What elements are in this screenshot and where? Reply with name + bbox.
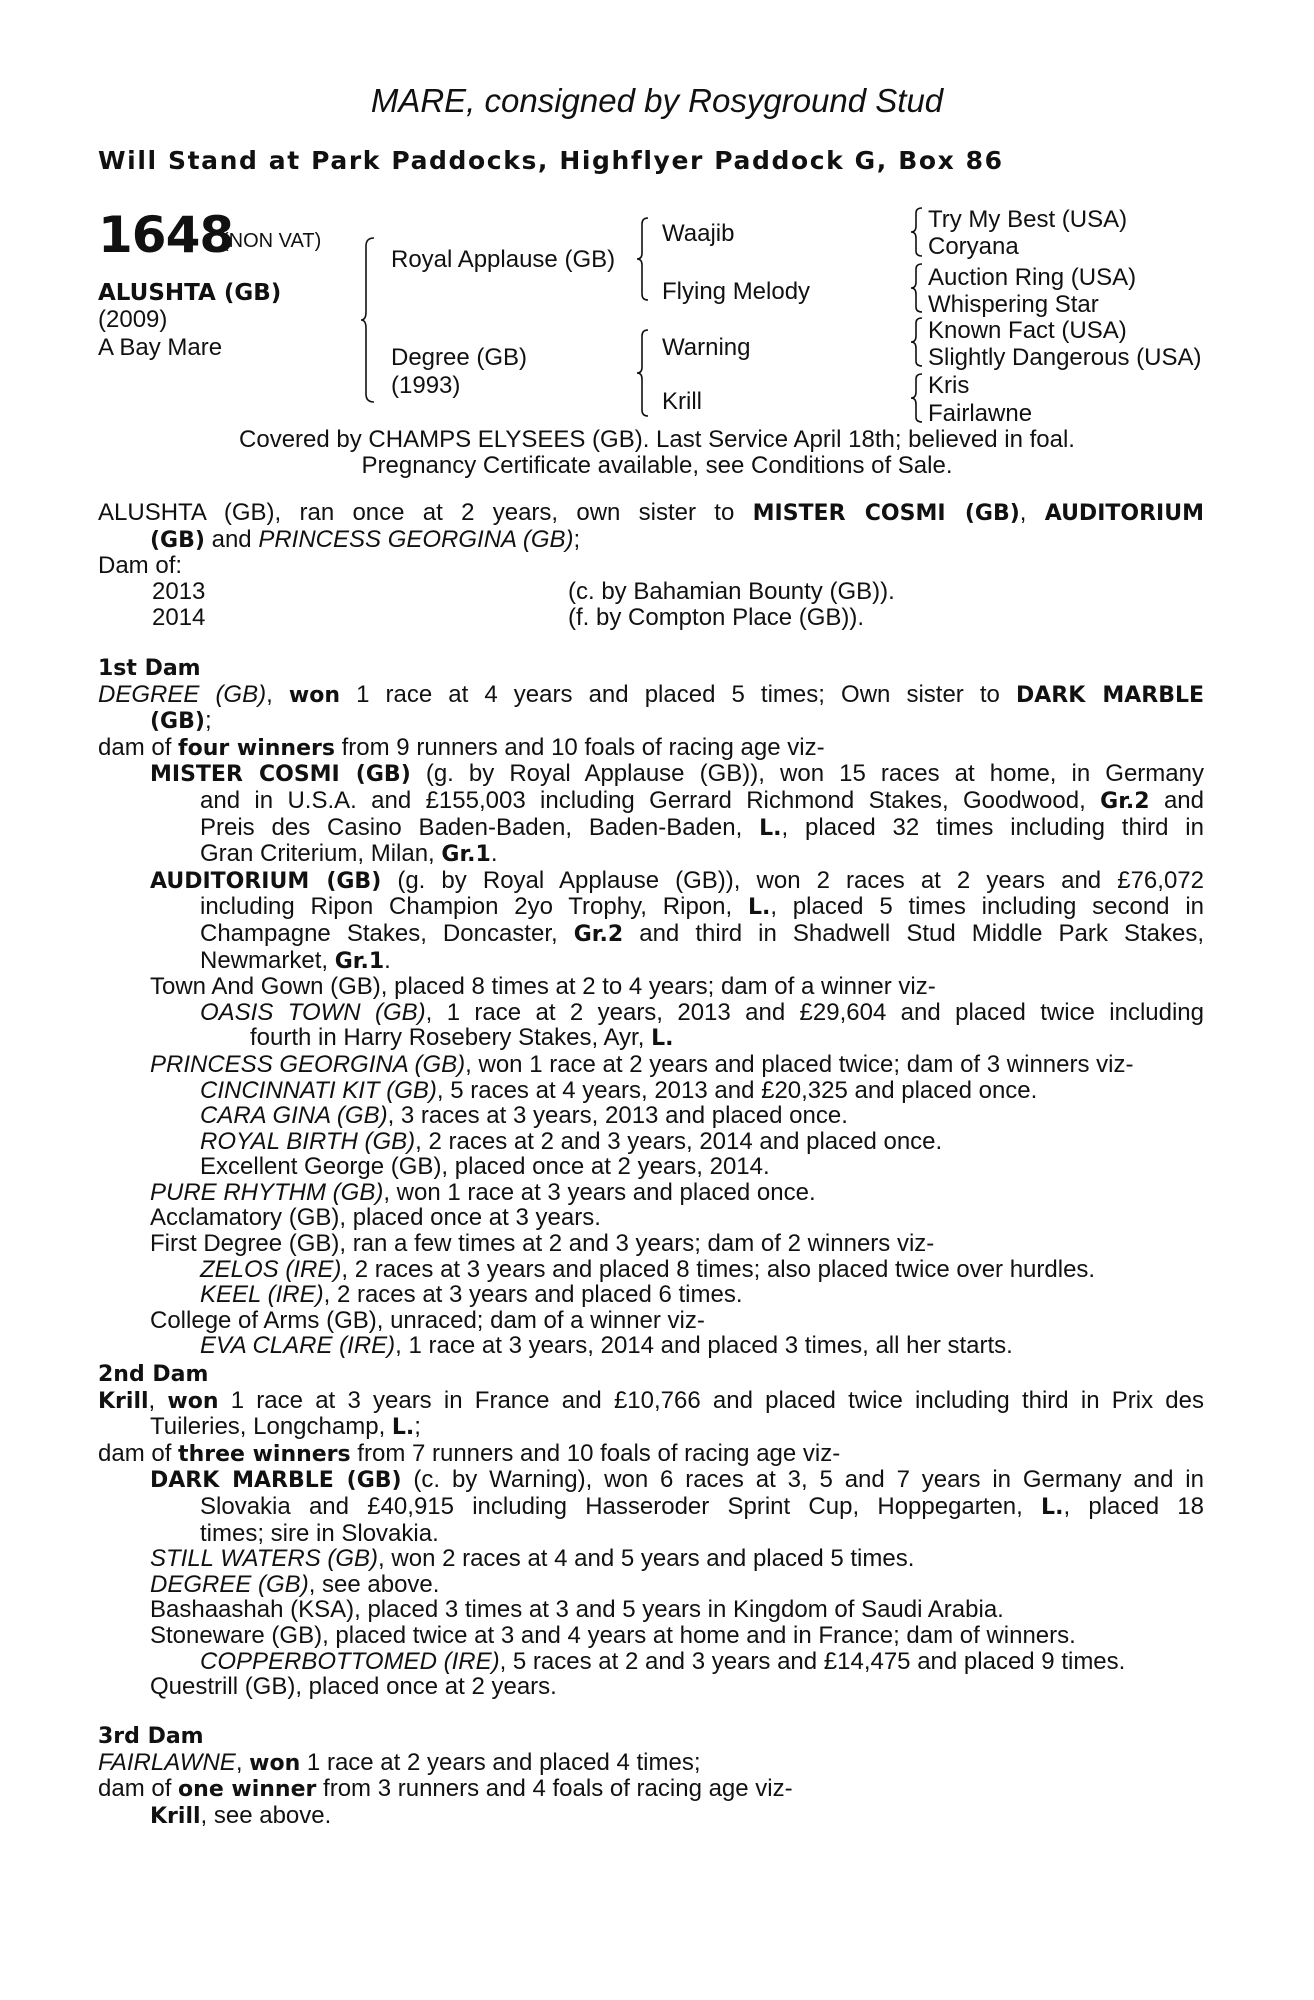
pedigree-brace-icon — [360, 236, 376, 404]
first-dam-heading: 1st Dam — [98, 656, 201, 681]
pedigree-dam: Degree (GB) — [391, 344, 528, 371]
produce-line: Gran Criterium, Milan, Gr.1. — [200, 840, 498, 868]
pedigree-dds: Kris — [928, 372, 970, 399]
produce-line: ZELOS (IRE), 2 races at 3 years and placed 8 times; also placed twice over hurdles. — [200, 1255, 1096, 1283]
stand-location: Will Stand at Park Paddocks, Highflyer Paddock G, Box 86 — [98, 146, 1004, 175]
intro-line: ALUSHTA (GB), ran once at 2 years, own sister to MISTER COSMI (GB), AUDITORIUM — [98, 499, 1204, 526]
dam-line: Tuileries, Longchamp, L.; — [150, 1413, 421, 1441]
produce-line: and in U.S.A. and £155,003 including Gerrard Richmond Stakes, Goodwood, Gr.2 and — [200, 786, 1204, 814]
intro-section — [98, 500, 1204, 579]
produce-line: OASIS TOWN (GB), 1 race at 2 years, 2013 and £29,604 and placed twice including — [200, 998, 1204, 1026]
pedigree-dss: Known Fact (USA) — [928, 317, 1127, 344]
consignment-header: MARE, consigned by Rosyground Stud — [370, 82, 944, 119]
brace-icon — [910, 206, 924, 258]
produce-line: AUDITORIUM (GB) (g. by Royal Applause (GB)), won 2 races at 2 years and £76,072 — [150, 866, 1204, 894]
intro-line: (GB) and PRINCESS GEORGINA (GB); — [150, 525, 581, 553]
dam-line: Krill, won 1 race at 3 years in France and £10,766 and placed twice including third in Prix des — [98, 1386, 1205, 1414]
produce-line: PRINCESS GEORGINA (GB), won 1 race at 2 years and placed twice; dam of 3 winners viz- — [150, 1050, 1134, 1078]
first-dam-section — [98, 656, 1204, 1359]
sire-line-brace-icon — [636, 216, 650, 302]
produce-line: ROYAL BIRTH (GB), 2 races at 2 and 3 years, 2014 and placed once. — [200, 1127, 943, 1155]
produce-line: fourth in Harry Rosebery Stakes, Ayr, L. — [250, 1024, 674, 1052]
produce-line: MISTER COSMI (GB) (g. by Royal Applause (GB)), won 15 races at home, in Germany — [150, 760, 1204, 788]
produce-line: DARK MARBLE (GB) (c. by Warning), won 6 races at 3, 5 and 7 years in Germany and in — [150, 1466, 1204, 1494]
foaling-year: (2009) — [98, 306, 168, 333]
third-dam-heading: 3rd Dam — [98, 1724, 204, 1749]
dam-line-brace-icon — [636, 328, 650, 418]
produce-details: (f. by Compton Place (GB)). — [568, 604, 865, 631]
produce-line: Krill, see above. — [150, 1801, 332, 1829]
dam-line: dam of one winner from 3 runners and 4 foals of racing age viz- — [98, 1775, 793, 1803]
horse-name: ALUSHTA (GB) — [98, 280, 282, 306]
produce-line: CINCINNATI KIT (GB), 5 races at 4 years, 2013 and £20,325 and placed once. — [200, 1076, 1038, 1104]
brace-icon — [910, 372, 924, 424]
pedigree-ssd: Coryana — [928, 233, 1019, 260]
produce-line: Excellent George (GB), placed once at 2 years, 2014. — [200, 1153, 770, 1181]
produce-line: Bashaashah (KSA), placed 3 times at 3 and 5 years in Kingdom of Saudi Arabia. — [150, 1596, 1004, 1624]
produce-line: Newmarket, Gr.1. — [200, 946, 391, 974]
produce-line: times; sire in Slovakia. — [200, 1519, 439, 1547]
produce-line: First Degree (GB), ran a few times at 2 and 3 years; dam of 2 winners viz- — [150, 1230, 935, 1258]
pedigree-dam-sire: Warning — [662, 334, 751, 361]
produce-line: Town And Gown (GB), placed 8 times at 2 to 4 years; dam of a winner viz- — [150, 973, 936, 1001]
produce-line: COPPERBOTTOMED (IRE), 5 races at 2 and 3 years and £14,475 and placed 9 times. — [200, 1647, 1126, 1675]
covered-note: Covered by CHAMPS ELYSEES (GB). Last Service April 18th; believed in foal. — [239, 426, 1075, 453]
produce-line: College of Arms (GB), unraced; dam of a winner viz- — [150, 1306, 705, 1334]
dam-line: dam of three winners from 7 runners and 10 foals of racing age viz- — [98, 1439, 841, 1467]
produce-line: CARA GINA (GB), 3 races at 3 years, 2013 and placed once. — [200, 1102, 848, 1130]
pedigree-sss: Try My Best (USA) — [928, 206, 1128, 233]
dam-line: DEGREE (GB), won 1 race at 4 years and placed 5 times; Own sister to DARK MARBLE — [98, 680, 1205, 708]
pedigree-sdd: Whispering Star — [928, 291, 1099, 318]
produce-year: 2014 — [152, 604, 206, 631]
produce-line: including Ripon Champion 2yo Trophy, Ripon, L., placed 5 times including second in — [200, 893, 1205, 921]
produce-line: EVA CLARE (IRE), 1 race at 3 years, 2014 and placed 3 times, all her starts. — [200, 1332, 1013, 1360]
second-dam-section — [98, 1362, 1204, 1700]
vat-status: (NON VAT) — [222, 230, 322, 252]
dam-of-label: Dam of: — [98, 552, 183, 580]
produce-line: DEGREE (GB), see above. — [150, 1570, 440, 1598]
brace-icon — [910, 316, 924, 368]
pedigree-sire-dam: Flying Melody — [662, 278, 811, 305]
produce-line: STILL WATERS (GB), won 2 races at 4 and 5 years and placed 5 times. — [150, 1545, 915, 1573]
produce-line: Slovakia and £40,915 including Hasseroder Sprint Cup, Hoppegarten, L., placed 18 — [200, 1492, 1204, 1520]
produce-line: Questrill (GB), placed once at 2 years. — [150, 1673, 557, 1701]
brace-icon — [910, 262, 924, 314]
pedigree-dam-dam: Krill — [662, 388, 702, 415]
produce-line: PURE RHYTHM (GB), won 1 race at 3 years and placed once. — [150, 1178, 816, 1206]
dam-line: (GB); — [150, 707, 212, 735]
horse-description: A Bay Mare — [98, 334, 223, 361]
pregnancy-note: Pregnancy Certificate available, see Conditions of Sale. — [361, 452, 953, 479]
pedigree-dam-year: (1993) — [391, 372, 461, 399]
produce-line: Preis des Casino Baden-Baden, Baden-Baden, L., placed 32 times including third in — [200, 813, 1204, 841]
produce-line: KEEL (IRE), 2 races at 3 years and placed 6 times. — [200, 1281, 743, 1309]
produce-line: Acclamatory (GB), placed once at 3 years. — [150, 1204, 601, 1232]
pedigree-ddd: Fairlawne — [928, 400, 1033, 427]
third-dam-section — [98, 1724, 1204, 1829]
pedigree-sire: Royal Applause (GB) — [391, 246, 616, 273]
dam-line: FAIRLAWNE, won 1 race at 2 years and placed 4 times; — [98, 1748, 701, 1776]
pedigree-dsd: Slightly Dangerous (USA) — [928, 344, 1202, 371]
produce-details: (c. by Bahamian Bounty (GB)). — [568, 578, 895, 605]
second-dam-heading: 2nd Dam — [98, 1362, 209, 1387]
lot-number: 1648 — [98, 206, 234, 264]
produce-line: Champagne Stakes, Doncaster, Gr.2 and third in Shadwell Stud Middle Park Stakes, — [200, 919, 1204, 947]
pedigree-sds: Auction Ring (USA) — [928, 264, 1137, 291]
pedigree-sire-sire: Waajib — [662, 220, 735, 247]
produce-line: Stoneware (GB), placed twice at 3 and 4 years at home and in France; dam of winners. — [150, 1621, 1076, 1649]
produce-year: 2013 — [152, 578, 206, 605]
dam-line: dam of four winners from 9 runners and 10 foals of racing age viz- — [98, 733, 825, 761]
